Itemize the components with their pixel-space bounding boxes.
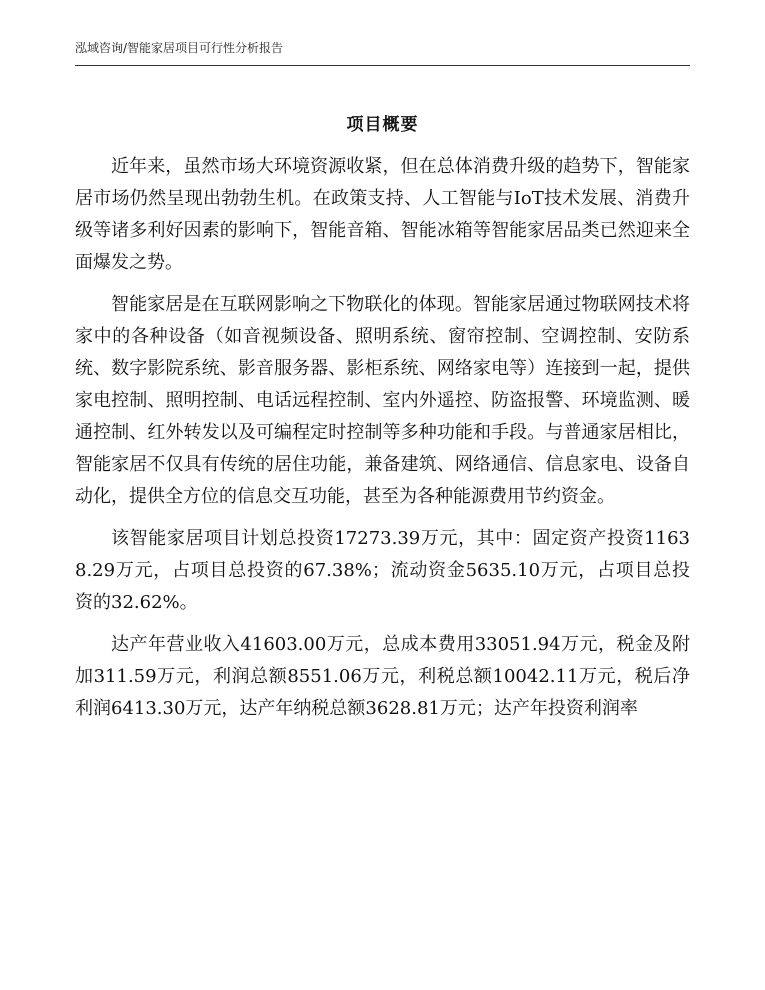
body-text [75, 151, 690, 735]
paragraph-investment: 该智能家居项目计划总投资17273.39万元，其中：固定资产投资11638.29万元，占项目总投资的67.38%；流动资金5635.10万元，占项目总投资的32.62%。 [75, 528, 690, 613]
paragraph-financials: 达产年营业收入41603.00万元，总成本费用33051.94万元，税金及附加311.59万元，利润总额8551.06万元，利税总额10042.11万元，税后净利润6413.30万元，达产年纳税总额3628.81万元；达产年投资利润率 [75, 634, 690, 719]
running-header: 泓域咨询/智能家居项目可行性分析报告 [75, 41, 284, 55]
header-divider [75, 65, 690, 66]
paragraph-market-background: 近年来，虽然市场大环境资源收紧，但在总体消费升级的趋势下，智能家居市场仍然呈现出勃勃生机。在政策支持、人工智能与IoT技术发展、消费升级等诸多利好因素的影响下，智能音箱、智能冰箱等智能家居品类已然迎来全面爆发之势。 [75, 156, 690, 273]
section-title: 项目概要 [346, 115, 419, 135]
paragraph-smart-home-definition: 智能家居是在互联网影响之下物联化的体现。智能家居通过物联网技术将家中的各种设备（如音视频设备、照明系统、窗帘控制、空调控制、安防系统、数字影院系统、影音服务器、影柜系统、网络家电等）连接到一起，提供家电控制、照明控制、电话远程控制、室内外遥控、防盗报警、环境监测、暖通控制、红外转发以及可编程定时控制等多种功能和手段。与普通家居相比，智能家居不仅具有传统的居住功能，兼备建筑、网络通信、信息家电、设备自动化，提供全方位的信息交互功能，甚至为各种能源费用节约资金。 [75, 294, 690, 507]
